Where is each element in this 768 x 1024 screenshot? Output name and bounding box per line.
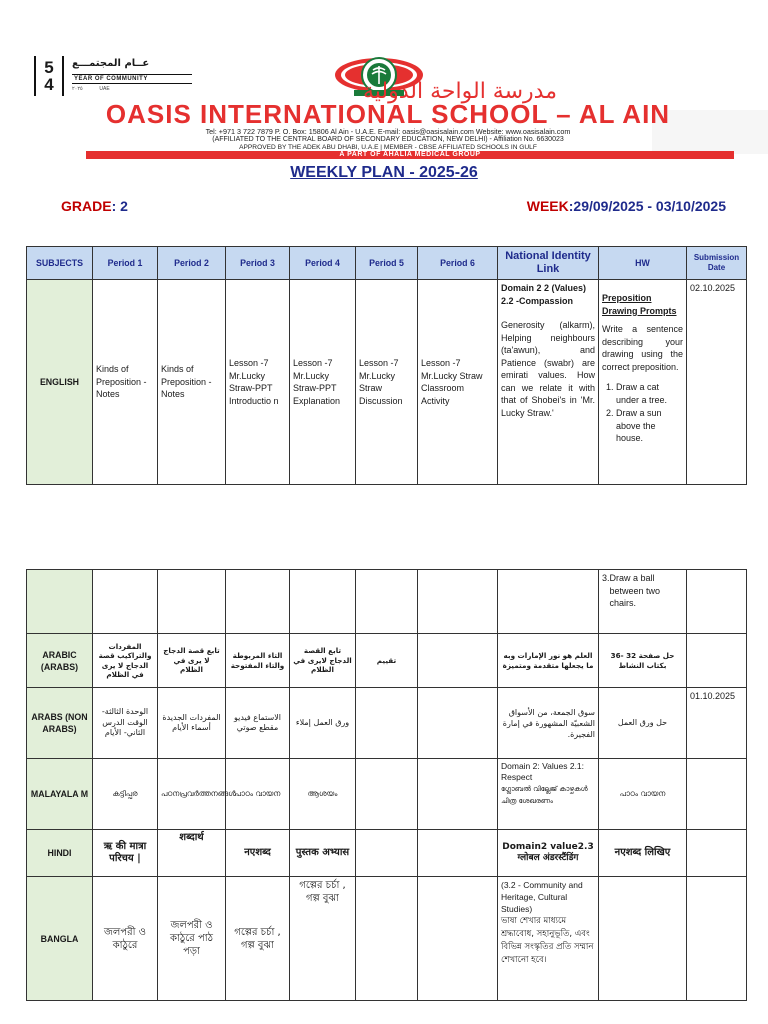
- hw-title: Preposition Drawing Prompts: [602, 293, 677, 316]
- bangla-period-2: জলপরী ও কাঠুরে পাঠ পড়া: [158, 877, 226, 1001]
- col-header-period-2: Period 2: [158, 247, 226, 280]
- english-period-3: Lesson -7 Mr.Lucky Straw-PPT Introductio n: [226, 280, 290, 485]
- bangla-period-6: [418, 877, 498, 1001]
- hw-item: 1. Draw a cat under a tree.: [616, 381, 683, 406]
- bangla-period-3: গল্পের চর্চা , গল্প বুঝা: [226, 877, 290, 1001]
- col-header-hw: HW: [599, 247, 687, 280]
- malayalam-nil: [498, 759, 599, 830]
- nonarab-period-6: [418, 688, 498, 759]
- english-period-1: Kinds of Preposition -Notes: [93, 280, 158, 485]
- arabic-period-1: المفردات والتراكيب قصة الدجاج لا يرى في الظلام: [93, 634, 158, 688]
- continued-period-3: [226, 570, 290, 634]
- affiliation-line: (AFFILIATED TO THE CENTRAL BOARD OF SECONDARY EDUCATION, NEW DELHI) - Affiliation No. 6630023: [212, 136, 564, 143]
- contact-line: Tel: +971 3 722 7879 P. O. Box: 15806 Al Ain - U.A.E. E-mail: oasis@oasisalain.com Website: www.oasisalain.com: [205, 127, 571, 136]
- hw-item: 2. Draw a sun above the house.: [616, 407, 683, 445]
- hindi-nil: Domain2 value2.3 ग्लोबल अंडरस्टैंडिंग: [498, 830, 599, 877]
- english-national-identity-link: [498, 280, 599, 485]
- school-name-arabic: مدرسة الواحة الدولية: [363, 79, 557, 104]
- arabic-period-6: [418, 634, 498, 688]
- grade-label: GRADE: 2: [61, 198, 128, 214]
- nonarab-period-5: [356, 688, 418, 759]
- year-of-community-badge: [34, 56, 190, 96]
- page-title: WEEKLY PLAN - 2025-26: [290, 164, 478, 181]
- english-period-2: Kinds of Preposition -Notes: [158, 280, 226, 485]
- approval-info: [30, 144, 746, 151]
- col-header-period-6: Period 6: [418, 247, 498, 280]
- malayalam-period-3: പാഠം വായന: [226, 759, 290, 830]
- col-header-period-1: Period 1: [93, 247, 158, 280]
- nonarab-hw: حل ورق العمل: [599, 688, 687, 759]
- subject-non-arabs: ARABS (NON ARABS): [27, 688, 93, 759]
- nil-body: Generosity (alkarm), Helping neighbours (ta'awun), and Patience (swabr) are emirati values. How can we relate it with that of Shobei's in 'Mr. Lucky Straw.': [501, 320, 595, 418]
- nil-body: ഗ്ലോബൽ വില്ലേജ് കാഴ്ചകൾ ചിത്ര ശേഖരണം: [501, 785, 588, 805]
- english-submission-date: 02.10.2025: [687, 280, 747, 485]
- bangla-period-1: জলপরী ও কাঠুরে: [93, 877, 158, 1001]
- nil-heading: Domain 2 2 (Values) 2.2 -Compassion: [501, 283, 587, 306]
- hindi-period-2: शब्दार्थ: [158, 830, 226, 877]
- continued-hw: [599, 570, 687, 634]
- hindi-period-6: [418, 830, 498, 877]
- subject-bangla: BANGLA: [27, 877, 93, 1001]
- week-label: WEEK:29/09/2025 - 03/10/2025: [526, 198, 726, 214]
- arabic-period-4: تابع القصة الدجاج لايرى في الظلام: [290, 634, 356, 688]
- nonarab-period-4: ورق العمل إملاء: [290, 688, 356, 759]
- continued-period-6: [418, 570, 498, 634]
- col-header-national-identity-link: National Identity Link: [498, 247, 599, 280]
- bangla-date: [687, 877, 747, 1001]
- nil-heading: Domain 2: Values 2.1: Respect: [501, 761, 584, 782]
- english-hw: [599, 280, 687, 485]
- english-period-6: Lesson -7 Mr.Lucky Straw Classroom Activity: [418, 280, 498, 485]
- affiliation-info: [30, 136, 746, 144]
- table-row-english: [27, 280, 747, 485]
- hw-list: [602, 381, 683, 445]
- hindi-period-1: ऋ की मात्रा परिचय |: [93, 830, 158, 877]
- bangla-nil: [498, 877, 599, 1001]
- contact-info: [30, 128, 746, 136]
- arabic-nil: العلم هو نور الإمارات وبه ما يجعلها متقدمة ومتميزة: [498, 634, 599, 688]
- table-row-continued: [27, 570, 747, 634]
- table-row-bangla: [27, 877, 747, 1001]
- nil-body: ভাষা শেখার মাধ্যমে শ্রদ্ধাবোধ, সহানুভূতি, এবং বিভিন্ন সংস্কৃতির প্রতি সম্মান শেখানো হবে।: [501, 916, 594, 965]
- nil-heading: (3.2 - Community and Heritage, Cultural Studies): [501, 880, 583, 914]
- badge-number: 5 4: [34, 56, 64, 96]
- arabic-period-2: تابع قصة الدجاج لا يرى في الظلام: [158, 634, 226, 688]
- approval-line: APPROVED BY THE ADEK ABU DHABI, U.A.E | MEMBER - CBSE AFFILIATED SCHOOLS IN GULF: [239, 144, 537, 151]
- col-header-period-3: Period 3: [226, 247, 290, 280]
- arabic-period-3: التاء المربوطة والتاء المفتوحة: [226, 634, 290, 688]
- col-header-period-5: Period 5: [356, 247, 418, 280]
- group-banner: A PART OF AHALIA MEDICAL GROUP: [86, 151, 734, 159]
- continued-period-5: [356, 570, 418, 634]
- english-period-4: Lesson -7 Mr.Lucky Straw-PPT Explanation: [290, 280, 356, 485]
- subject-arabic: ARABIC (ARABS): [27, 634, 93, 688]
- arabic-period-5: تقييم: [356, 634, 418, 688]
- malayalam-period-2: പഠനപ്രവർത്തനങ്ങൾ: [158, 759, 226, 830]
- table-row-non-arabs: [27, 688, 747, 759]
- school-letterhead: [30, 52, 746, 158]
- nonarab-date: 01.10.2025: [687, 688, 747, 759]
- malayalam-period-4: ആശയം: [290, 759, 356, 830]
- continued-subject: [27, 570, 93, 634]
- week-value: :29/09/2025 - 03/10/2025: [568, 198, 726, 214]
- hw-item-number: 3.: [602, 573, 610, 583]
- continued-period-2: [158, 570, 226, 634]
- bangla-period-5: [356, 877, 418, 1001]
- arabic-date: [687, 634, 747, 688]
- hindi-hw: नएशब्द लिखिए: [599, 830, 687, 877]
- col-header-subjects: SUBJECTS: [27, 247, 93, 280]
- weekly-plan-table-page2: [26, 569, 747, 1001]
- malayalam-period-5: [356, 759, 418, 830]
- nonarab-period-2: المفردات الجديدة أسماء الأيام: [158, 688, 226, 759]
- arabic-hw: حل صفحة 32 -36 بكتاب النشاط: [599, 634, 687, 688]
- col-header-period-4: Period 4: [290, 247, 356, 280]
- malayalam-hw: പാഠം വായന: [599, 759, 687, 830]
- hindi-period-3: नएशब्द: [226, 830, 290, 877]
- continued-date: [687, 570, 747, 634]
- malayalam-period-1: കട്ടിപ്പര: [93, 759, 158, 830]
- continued-period-4: [290, 570, 356, 634]
- subject-malayalam: MALAYALA M: [27, 759, 93, 830]
- table-row-arabic: [27, 634, 747, 688]
- school-name-english: OASIS INTERNATIONAL SCHOOL – AL AIN: [105, 99, 671, 129]
- grade-value: : 2: [111, 198, 128, 214]
- malayalam-date: [687, 759, 747, 830]
- col-header-submission-date: Submission Date: [687, 247, 747, 280]
- weekly-plan-table-page1: [26, 246, 747, 485]
- continued-period-1: [93, 570, 158, 634]
- badge-year-label: YEAR OF COMMUNITY: [72, 74, 192, 84]
- subject-english: ENGLISH: [27, 280, 93, 485]
- table-row-malayalam: [27, 759, 747, 830]
- table-row-hindi: [27, 830, 747, 877]
- bangla-hw: [599, 877, 687, 1001]
- hindi-period-4: पुस्तक अभ्यास: [290, 830, 356, 877]
- nonarab-period-3: الاستماع فيديو مقطع صوتي: [226, 688, 290, 759]
- nonarab-period-1: الوحدة الثالثة-الوقت الدرس الثاني- الأيام: [93, 688, 158, 759]
- continued-nil: [498, 570, 599, 634]
- badge-footer: ٢٠٢٥ UAE: [72, 86, 110, 92]
- hw-item: Draw a ball between two chairs.: [609, 573, 661, 608]
- subject-hindi: HINDI: [27, 830, 93, 877]
- bangla-period-4: গল্পের চর্চা , গল্প বুঝা: [290, 877, 356, 1001]
- malayalam-period-6: [418, 759, 498, 830]
- badge-arabic-text: عــام المجتمـــع: [72, 58, 150, 69]
- english-period-5: Lesson -7 Mr.Lucky Straw Discussion: [356, 280, 418, 485]
- hw-body: Write a sentence describing your drawing using the correct preposition.: [602, 324, 683, 372]
- hindi-date: [687, 830, 747, 877]
- hindi-period-5: [356, 830, 418, 877]
- nonarab-nil: سوق الجمعة، من الأسواق الشعبيّة المشهورة في إمارة الفجيرة.: [498, 688, 599, 759]
